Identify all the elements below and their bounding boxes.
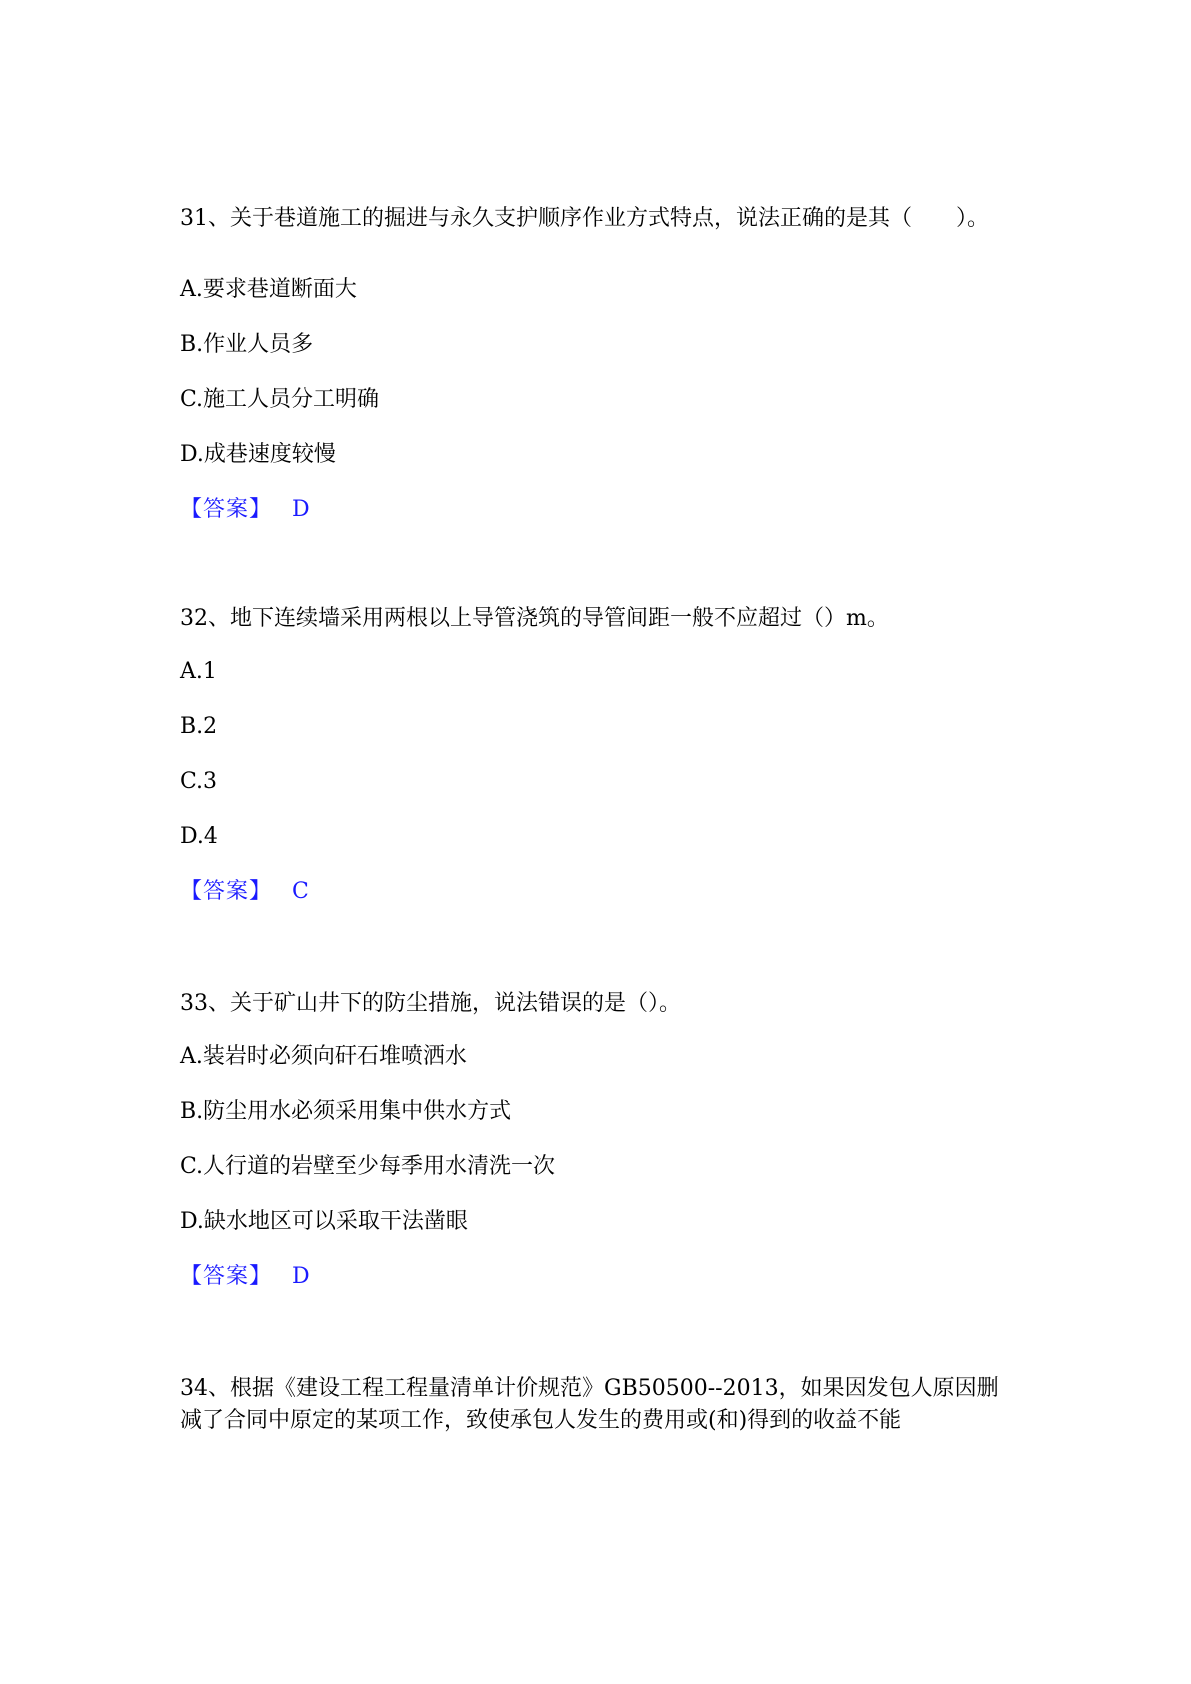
option-c: C.3	[180, 769, 218, 794]
option-a: A.装岩时必须向矸石堆喷洒水	[180, 1044, 467, 1069]
option-d: D.4	[180, 824, 218, 849]
option-d: D.缺水地区可以采取干法凿眼	[180, 1209, 468, 1234]
option-a: A.要求巷道断面大	[180, 277, 357, 302]
question-stem: 34、根据《建设工程工程量清单计价规范》GB50500--2013，如果因发包人原因删减了合同中原定的某项工作，致使承包人发生的费用或(和)得到的收益不能	[180, 1376, 999, 1433]
option-c: C.施工人员分工明确	[180, 387, 380, 412]
answer-value: D	[292, 497, 310, 522]
option-a: A.1	[180, 659, 217, 684]
option-c: C.人行道的岩壁至少每季用水清洗一次	[180, 1154, 556, 1179]
answer-value: D	[292, 1264, 310, 1289]
answer-label: 【答案】	[180, 1264, 273, 1289]
option-d: D.成巷速度较慢	[180, 442, 336, 467]
answer-value: C	[292, 879, 309, 904]
answer-line	[180, 1262, 310, 1292]
question-stem: 32、地下连续墙采用两根以上导管浇筑的导管间距一般不应超过（）m。	[180, 606, 889, 631]
question-stem: 33、关于矿山井下的防尘措施，说法错误的是（）。	[180, 991, 681, 1016]
option-b: B.防尘用水必须采用集中供水方式	[180, 1099, 512, 1124]
question-stem: 31、关于巷道施工的掘进与永久支护顺序作业方式特点，说法正确的是其（ ）。	[180, 206, 989, 231]
question-33	[180, 988, 1020, 1289]
answer-line	[180, 877, 309, 907]
question-34	[180, 1373, 1020, 1437]
question-32	[180, 603, 1020, 904]
answer-label: 【答案】	[180, 879, 273, 904]
question-31	[180, 203, 1020, 522]
answer-label: 【答案】	[180, 497, 273, 522]
option-b: B.2	[180, 714, 218, 739]
option-b: B.作业人员多	[180, 332, 314, 357]
answer-line	[180, 495, 310, 525]
